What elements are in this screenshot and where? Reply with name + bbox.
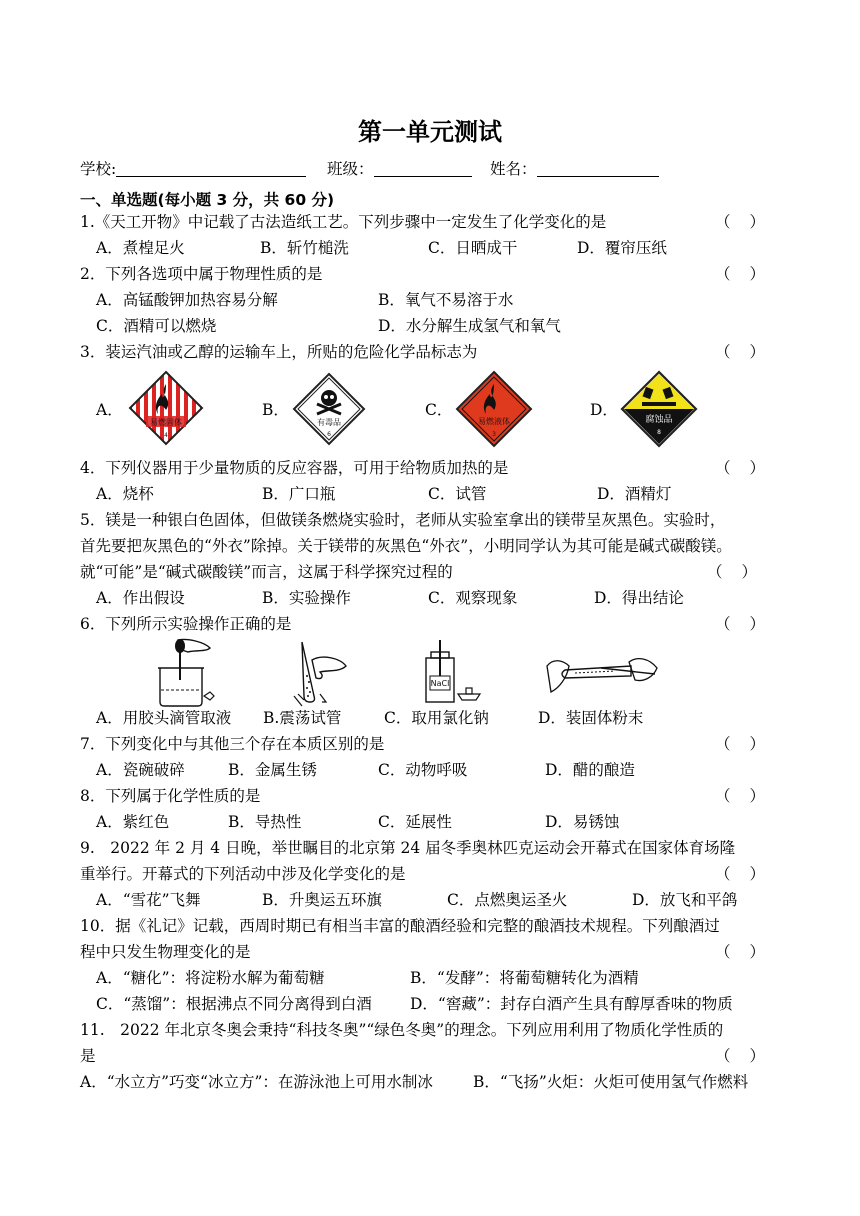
q8-answer-paren[interactable]: （ ）	[715, 787, 765, 805]
q4-option-d[interactable]: D．酒精灯	[597, 485, 672, 503]
q5-stem-line2: 首先要把灰黑色的“外衣”除掉。关于镁带的灰黑色“外衣”，小明同学认为其可能是碱式碳酸镁。	[80, 537, 732, 555]
dropper-in-beaker-illustration[interactable]	[148, 636, 220, 708]
q6-option-b[interactable]: B.震荡试管	[263, 709, 342, 727]
q3-option-b-letter[interactable]: B．	[262, 401, 289, 419]
class-field[interactable]	[327, 157, 472, 179]
name-label: 姓名：	[490, 160, 537, 178]
q10-option-a[interactable]: A．“糖化”：将淀粉水解为葡萄糖	[96, 969, 325, 987]
name-field[interactable]	[490, 157, 659, 179]
q9-stem-line1: 9. 2022 年 2 月 4 日晚，举世瞩目的北京第 24 届冬季奥林匹克运动会开幕式在国家体育场隆	[80, 839, 736, 857]
q9-option-b[interactable]: B．升奥运五环旗	[262, 891, 382, 909]
q1-option-d[interactable]: D．覆帘压纸	[577, 239, 667, 257]
q7-stem: 7．下列变化中与其他三个存在本质区别的是	[80, 735, 385, 753]
sign-d-number: 8	[657, 429, 661, 436]
q5-answer-paren[interactable]: （ ）	[707, 563, 757, 581]
corrosive-sign-icon[interactable]	[620, 370, 698, 448]
q7-answer-paren[interactable]: （ ）	[715, 735, 765, 753]
sign-b-text: 有毒品	[317, 418, 341, 427]
powder-into-test-tube-illustration[interactable]	[545, 648, 661, 698]
q6-option-d[interactable]: D．装固体粉末	[538, 709, 644, 727]
class-blank[interactable]	[374, 160, 472, 177]
q9-stem-line2: 重举行。开幕式的下列活动中涉及化学变化的是	[80, 865, 406, 883]
q11-option-b[interactable]: B．“飞扬”火炬：火炬可使用氢气作燃料	[473, 1073, 749, 1091]
q7-option-a[interactable]: A．瓷碗破碎	[96, 761, 185, 779]
q8-option-d[interactable]: D．易锈蚀	[545, 813, 620, 831]
q5-option-d[interactable]: D．得出结论	[594, 589, 684, 607]
q10-option-d[interactable]: D．“窖藏”：封存白酒产生具有醇厚香味的物质	[410, 995, 733, 1013]
q2-stem: 2．下列各选项中属于物理性质的是	[80, 265, 323, 283]
nacl-bottle-illustration[interactable]	[418, 638, 484, 706]
q7-option-b[interactable]: B．金属生锈	[228, 761, 317, 779]
q4-option-a[interactable]: A．烧杯	[96, 485, 154, 503]
q10-option-c[interactable]: C．“蒸馏”：根据沸点不同分离得到白酒	[96, 995, 372, 1013]
sign-d-text: 腐蚀品	[645, 415, 673, 425]
sign-a-number: 4	[164, 432, 168, 439]
q2-option-b[interactable]: B．氧气不易溶于水	[378, 291, 514, 309]
sign-c-text: 易燃液体	[478, 417, 510, 426]
nacl-label: NaCl	[430, 679, 450, 688]
q3-stem: 3．装运汽油或乙醇的运输车上，所贴的危险化学品标志为	[80, 343, 478, 361]
q6-stem: 6．下列所示实验操作正确的是	[80, 615, 292, 633]
q10-answer-paren[interactable]: （ ）	[715, 943, 765, 961]
q5-stem-line3: 就“可能”是“碱式碳酸镁”而言，这属于科学探究过程的	[80, 563, 453, 581]
q11-option-a[interactable]: A．“水立方”巧变“冰立方”：在游泳池上可用水制冰	[80, 1073, 433, 1091]
q10-stem-line2: 程中只发生物理变化的是	[80, 943, 251, 961]
q10-stem-line1: 10．据《礼记》记载，西周时期已有相当丰富的酿酒经验和完整的酿酒技术规程。下列酿酒过	[80, 917, 720, 935]
q6-option-c[interactable]: C．取用氯化钠	[384, 709, 489, 727]
page-title: 第一单元测试	[358, 118, 502, 146]
school-field[interactable]	[80, 157, 306, 179]
q7-option-d[interactable]: D．醋的酿造	[545, 761, 635, 779]
q1-answer-paren[interactable]: （ ）	[715, 213, 765, 231]
school-label: 学校:	[80, 160, 117, 178]
q11-stem-line2: 是	[80, 1047, 96, 1065]
q7-option-c[interactable]: C．动物呼吸	[378, 761, 468, 779]
q2-option-d[interactable]: D．水分解生成氢气和氧气	[378, 317, 561, 335]
q8-option-c[interactable]: C．延展性	[378, 813, 452, 831]
q5-option-c[interactable]: C．观察现象	[428, 589, 518, 607]
q5-option-b[interactable]: B．实验操作	[262, 589, 351, 607]
q9-option-d[interactable]: D．放飞和平鸽	[632, 891, 738, 909]
sign-a-text: 易燃固体	[150, 418, 182, 427]
q9-option-c[interactable]: C．点燃奥运圣火	[447, 891, 568, 909]
q3-option-d-letter[interactable]: D．	[590, 401, 618, 419]
q4-answer-paren[interactable]: （ ）	[715, 459, 765, 477]
q1-option-b[interactable]: B．斩竹槌洗	[260, 239, 349, 257]
q9-answer-paren[interactable]: （ ）	[715, 865, 765, 883]
shaking-test-tube-illustration[interactable]	[280, 636, 352, 708]
q11-answer-paren[interactable]: （ ）	[715, 1047, 765, 1065]
q2-option-a[interactable]: A．高锰酸钾加热容易分解	[96, 291, 278, 309]
q2-answer-paren[interactable]: （ ）	[715, 265, 765, 283]
q6-option-a[interactable]: A．用胶头滴管取液	[96, 709, 232, 727]
q4-stem: 4．下列仪器用于少量物质的反应容器，可用于给物质加热的是	[80, 459, 509, 477]
q9-option-a[interactable]: A．“雪花”飞舞	[96, 891, 201, 909]
q1-option-a[interactable]: A．煮楻足火	[96, 239, 185, 257]
q8-option-a[interactable]: A．紫红色	[96, 813, 170, 831]
flammable-solid-sign-icon[interactable]	[128, 370, 204, 446]
q10-option-b[interactable]: B．“发酵”：将葡萄糖转化为酒精	[410, 969, 639, 987]
q3-answer-paren[interactable]: （ ）	[715, 343, 765, 361]
q5-option-a[interactable]: A．作出假设	[96, 589, 185, 607]
q4-option-b[interactable]: B．广口瓶	[262, 485, 336, 503]
q4-option-c[interactable]: C．试管	[428, 485, 487, 503]
q1-option-c[interactable]: C．日晒成干	[428, 239, 518, 257]
q2-option-c[interactable]: C．酒精可以燃烧	[96, 317, 217, 335]
toxic-sign-icon[interactable]	[292, 372, 366, 446]
q5-stem-line1: 5．镁是一种银白色固体，但做镁条燃烧实验时，老师从实验室拿出的镁带呈灰黑色。实验时，	[80, 511, 726, 529]
q11-stem-line1: 11. 2022 年北京冬奥会秉持“科技冬奥”“绿色冬奥”的理念。下列应用利用了物质化学性质的	[80, 1021, 724, 1039]
sign-c-number: 3	[492, 431, 496, 438]
q3-option-c-letter[interactable]: C．	[425, 401, 453, 419]
q3-option-a-letter[interactable]: A．	[96, 401, 123, 419]
section-heading: 一、单选题(每小题 3 分，共 60 分)	[80, 191, 335, 209]
flammable-liquid-sign-icon[interactable]	[455, 370, 533, 448]
sign-b-number: 6	[327, 431, 331, 438]
q1-stem: 1.《天工开物》中记载了古法造纸工艺。下列步骤中一定发生了化学变化的是	[80, 213, 607, 231]
school-blank[interactable]	[116, 160, 306, 177]
class-label: 班级：	[327, 160, 374, 178]
name-blank[interactable]	[537, 160, 659, 177]
q6-answer-paren[interactable]: （ ）	[715, 615, 765, 633]
q8-option-b[interactable]: B．导热性	[228, 813, 302, 831]
q8-stem: 8．下列属于化学性质的是	[80, 787, 261, 805]
